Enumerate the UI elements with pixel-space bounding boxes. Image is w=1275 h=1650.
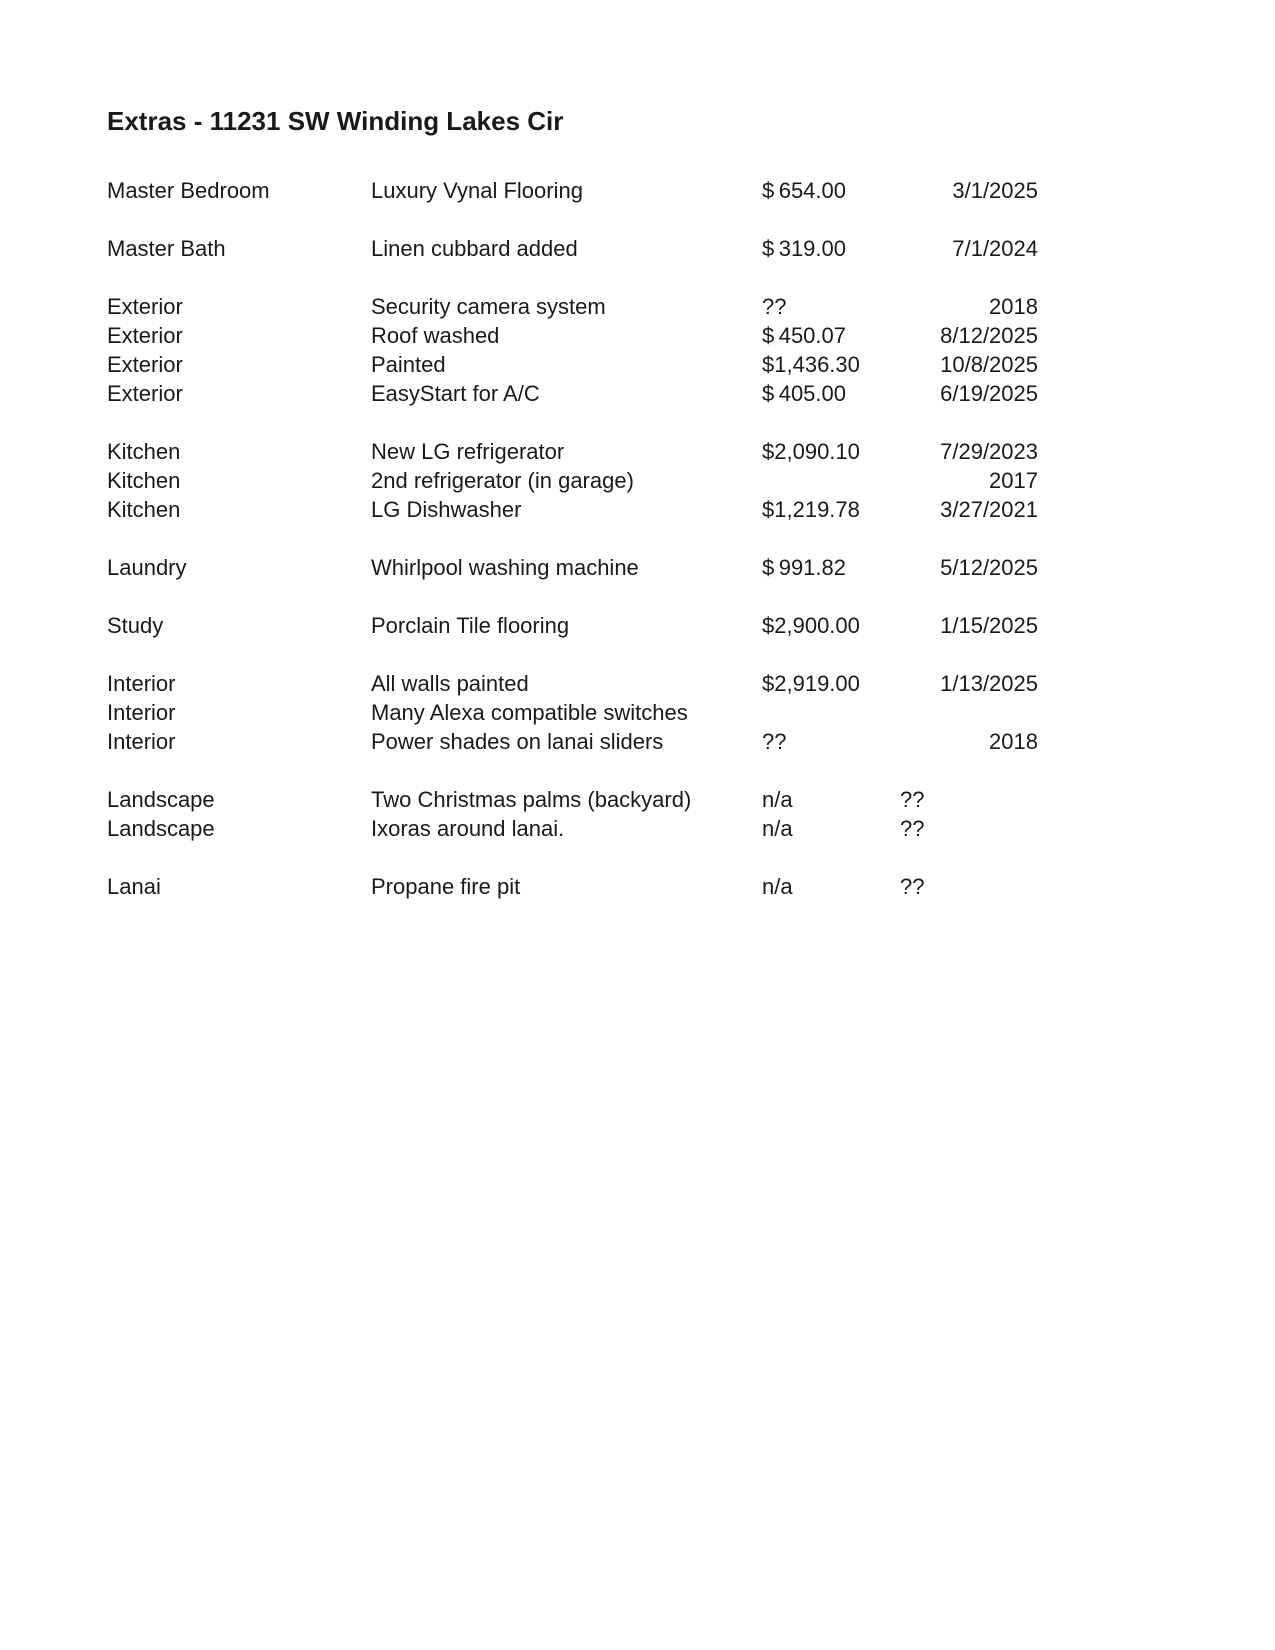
table-row	[107, 785, 1038, 814]
cost-cell	[762, 292, 846, 321]
table-group	[107, 785, 1038, 843]
cost-text: ??	[762, 729, 787, 754]
table-row	[107, 611, 1038, 640]
table-group	[107, 292, 1038, 408]
table-row	[107, 727, 1038, 756]
item-cell: Linen cubbard added	[371, 236, 578, 261]
table-row	[107, 698, 1038, 727]
room-cell: Exterior	[107, 381, 183, 406]
table-row	[107, 553, 1038, 582]
date-cell: 1/15/2025	[940, 613, 1038, 638]
date-cell: ??	[900, 874, 925, 899]
cost-amount: 2,900.00	[774, 613, 860, 638]
cost-cell	[762, 495, 860, 524]
cost-cell	[762, 727, 846, 756]
room-cell: Exterior	[107, 294, 183, 319]
date-cell: 2017	[989, 468, 1038, 493]
table-row	[107, 350, 1038, 379]
item-cell: Propane fire pit	[371, 874, 521, 899]
cost-text: n/a	[762, 816, 793, 841]
date-cell: 8/12/2025	[940, 323, 1038, 348]
column-spacer	[846, 495, 900, 524]
cost-cell	[762, 321, 846, 350]
column-spacer	[846, 437, 900, 466]
column-spacer	[846, 611, 900, 640]
cost-text: n/a	[762, 874, 793, 899]
room-cell: Exterior	[107, 323, 183, 348]
cost-cell	[762, 350, 860, 379]
item-cell: Painted	[371, 352, 446, 377]
extras-table	[107, 176, 1038, 930]
table-group	[107, 611, 1038, 640]
item-cell: 2nd refrigerator (in garage)	[371, 468, 634, 493]
table-row	[107, 437, 1038, 466]
room-cell: Master Bedroom	[107, 178, 270, 203]
item-cell: LG Dishwasher	[371, 497, 522, 522]
cost-currency-symbol: $	[762, 439, 775, 464]
item-cell: All walls painted	[371, 671, 529, 696]
room-cell: Interior	[107, 700, 176, 725]
table-row	[107, 495, 1038, 524]
room-cell: Interior	[107, 729, 176, 754]
table-group	[107, 176, 1038, 205]
item-cell: Luxury Vynal Flooring	[371, 178, 583, 203]
table-group	[107, 669, 1038, 756]
cost-amount: 654.00	[778, 178, 846, 203]
item-cell: New LG refrigerator	[371, 439, 565, 464]
column-spacer	[846, 814, 900, 843]
date-cell: ??	[900, 787, 925, 812]
cost-currency-symbol: $	[762, 352, 775, 377]
room-cell: Exterior	[107, 352, 183, 377]
cost-amount: 319.00	[778, 236, 846, 261]
item-cell: Two Christmas palms (backyard)	[371, 787, 692, 812]
table-row	[107, 292, 1038, 321]
date-cell: 3/27/2021	[940, 497, 1038, 522]
table-row	[107, 669, 1038, 698]
room-cell: Kitchen	[107, 468, 181, 493]
cost-cell	[762, 176, 846, 205]
date-cell: 3/1/2025	[952, 178, 1038, 203]
column-spacer	[846, 553, 900, 582]
date-cell: 2018	[989, 294, 1038, 319]
column-spacer	[846, 321, 900, 350]
cost-cell	[762, 553, 846, 582]
column-spacer	[846, 379, 900, 408]
cost-currency-symbol: $	[762, 555, 775, 580]
cost-cell	[762, 814, 846, 843]
item-cell: Whirlpool washing machine	[371, 555, 639, 580]
room-cell: Landscape	[107, 816, 215, 841]
date-cell: 7/29/2023	[940, 439, 1038, 464]
item-cell: Roof washed	[371, 323, 500, 348]
column-spacer	[846, 727, 900, 756]
column-spacer	[846, 292, 900, 321]
cost-amount: 450.07	[778, 323, 846, 348]
column-spacer	[846, 698, 900, 727]
room-cell: Master Bath	[107, 236, 226, 261]
column-spacer	[846, 669, 900, 698]
date-cell: 10/8/2025	[940, 352, 1038, 377]
table-group	[107, 234, 1038, 263]
item-cell: Security camera system	[371, 294, 606, 319]
date-cell: 2018	[989, 729, 1038, 754]
cost-cell	[762, 669, 860, 698]
column-spacer	[846, 785, 900, 814]
cost-currency-symbol: $	[762, 178, 775, 203]
item-cell: Power shades on lanai sliders	[371, 729, 664, 754]
table-group	[107, 437, 1038, 524]
column-spacer	[846, 872, 900, 901]
date-cell: 6/19/2025	[940, 381, 1038, 406]
table-row	[107, 176, 1038, 205]
room-cell: Study	[107, 613, 164, 638]
cost-cell	[762, 698, 846, 727]
cost-amount: 405.00	[778, 381, 846, 406]
cost-cell	[762, 437, 860, 466]
cost-amount: 991.82	[778, 555, 846, 580]
cost-amount: 2,090.10	[774, 439, 860, 464]
cost-currency-symbol: $	[762, 236, 775, 261]
cost-currency-symbol: $	[762, 613, 775, 638]
cost-amount: 2,919.00	[774, 671, 860, 696]
room-cell: Interior	[107, 671, 176, 696]
page-title: Extras - 11231 SW Winding Lakes Cir	[107, 106, 564, 136]
date-cell: 5/12/2025	[940, 555, 1038, 580]
cost-currency-symbol: $	[762, 323, 775, 348]
room-cell: Kitchen	[107, 439, 181, 464]
table-group	[107, 553, 1038, 582]
room-cell: Kitchen	[107, 497, 181, 522]
date-cell	[900, 698, 1038, 727]
room-cell: Lanai	[107, 874, 161, 899]
cost-amount: 1,219.78	[774, 497, 860, 522]
column-spacer	[846, 350, 900, 379]
item-cell: EasyStart for A/C	[371, 381, 540, 406]
cost-text: n/a	[762, 787, 793, 812]
cost-cell	[762, 872, 846, 901]
cost-amount: 1,436.30	[774, 352, 860, 377]
cost-currency-symbol: $	[762, 497, 775, 522]
column-spacer	[846, 466, 900, 495]
table-row	[107, 872, 1038, 901]
cost-currency-symbol: $	[762, 671, 775, 696]
table-row	[107, 814, 1038, 843]
date-cell: 7/1/2024	[952, 236, 1038, 261]
cost-text: ??	[762, 294, 787, 319]
date-cell: ??	[900, 816, 925, 841]
cost-currency-symbol: $	[762, 381, 775, 406]
column-spacer	[846, 234, 900, 263]
table-group	[107, 872, 1038, 901]
cost-cell	[762, 785, 846, 814]
table-row	[107, 234, 1038, 263]
room-cell: Laundry	[107, 555, 187, 580]
cost-cell	[762, 466, 846, 495]
table-row	[107, 379, 1038, 408]
room-cell: Landscape	[107, 787, 215, 812]
table-row	[107, 466, 1038, 495]
item-cell: Many Alexa compatible switches	[371, 700, 688, 725]
cost-cell	[762, 379, 846, 408]
column-spacer	[846, 176, 900, 205]
item-cell: Porclain Tile flooring	[371, 613, 570, 638]
date-cell: 1/13/2025	[940, 671, 1038, 696]
cost-cell	[762, 234, 846, 263]
table-row	[107, 321, 1038, 350]
item-cell: Ixoras around lanai.	[371, 816, 565, 841]
cost-cell	[762, 611, 860, 640]
